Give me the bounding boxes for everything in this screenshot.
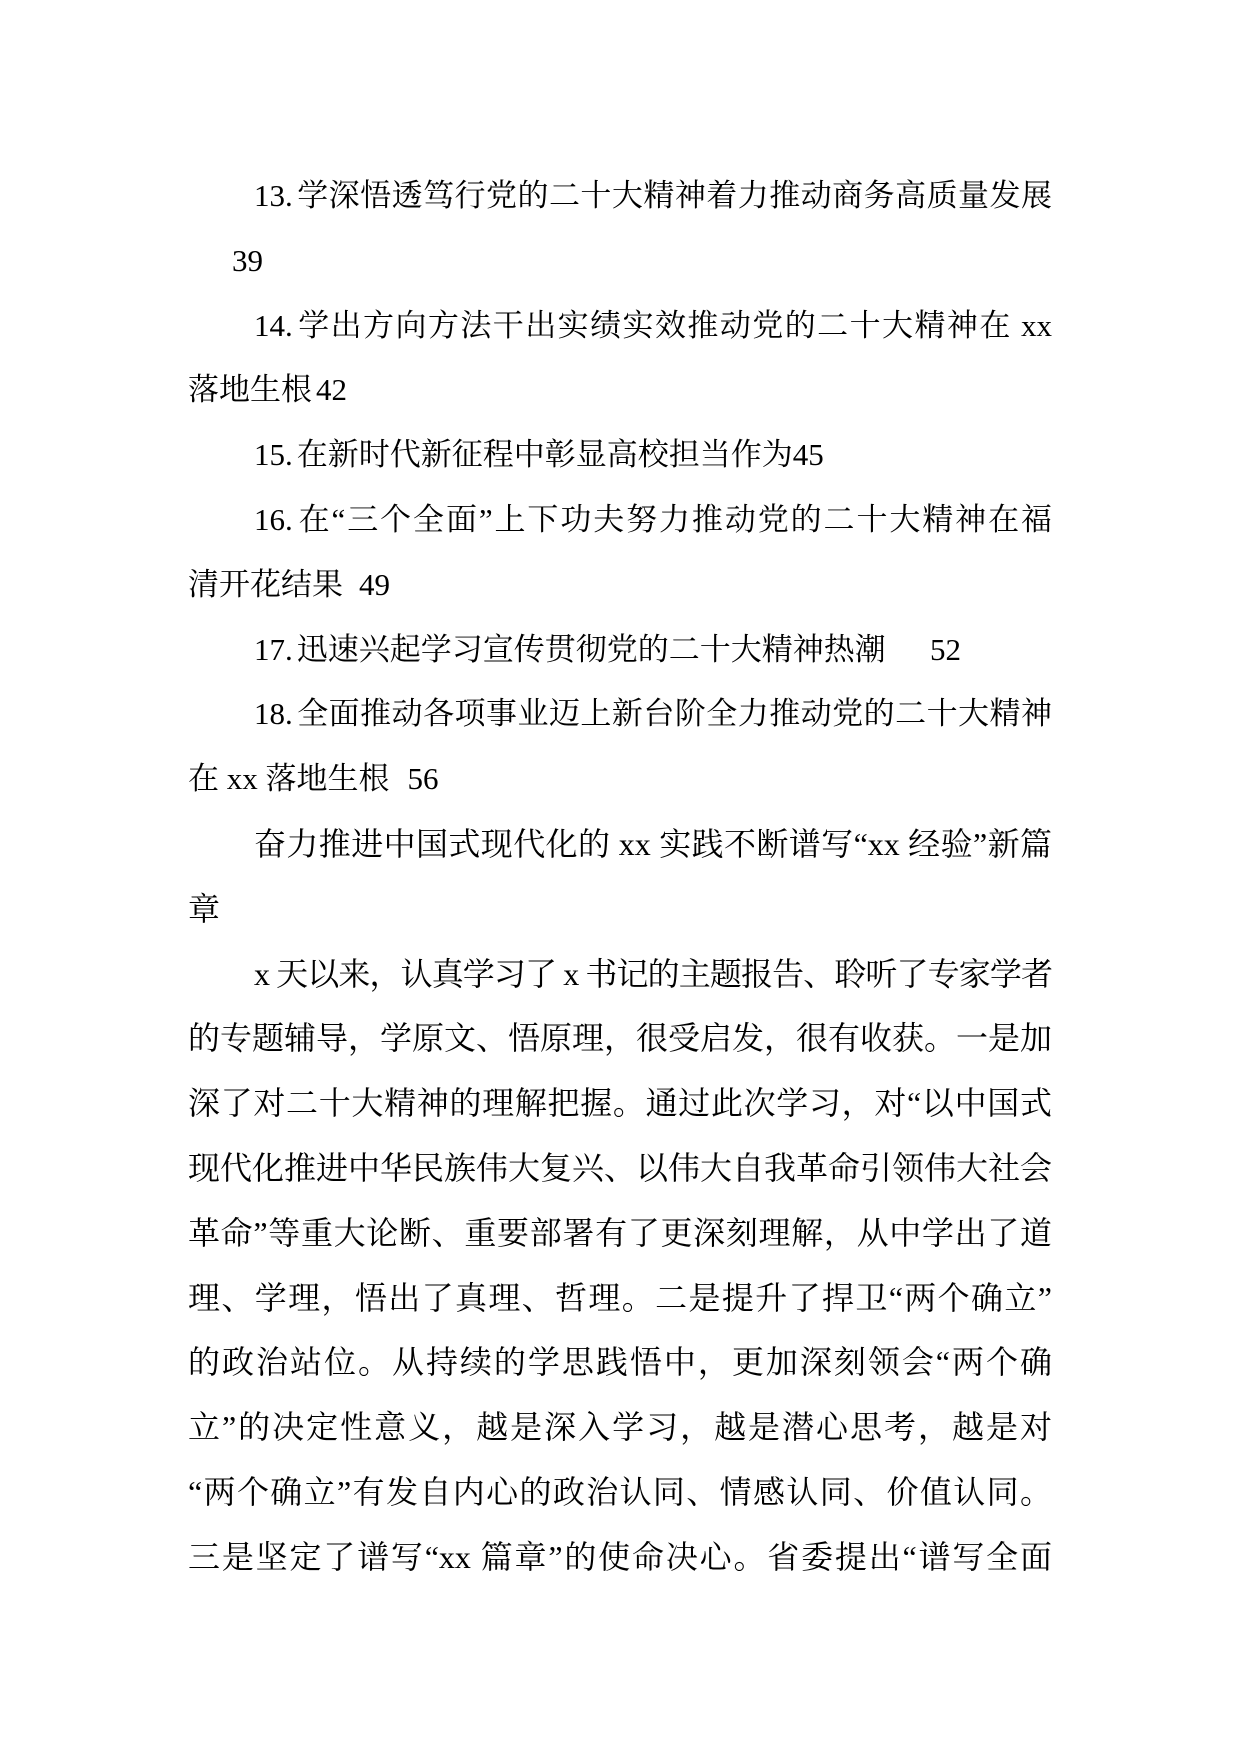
toc-line bbox=[188, 358, 1052, 423]
toc-page-number: 45 bbox=[792, 437, 824, 473]
toc-entry bbox=[188, 164, 1052, 294]
toc-page-number: 42 bbox=[316, 372, 347, 408]
toc-line bbox=[188, 423, 1052, 488]
toc-title: 学深悟透笃行党的二十大精神着力推动商务高质量发展 bbox=[296, 178, 1052, 213]
paragraph-line: 立”的决定性意义，越是深入学习，越是潜心思考，越是对 bbox=[188, 1409, 1052, 1446]
toc-title-continued: 在 xx 落地生根 bbox=[188, 761, 390, 797]
document-content bbox=[188, 164, 1052, 1590]
toc-entry bbox=[188, 488, 1052, 618]
toc-line bbox=[188, 229, 1052, 294]
toc-page-number: 56 bbox=[407, 761, 439, 797]
toc-line bbox=[188, 747, 1052, 812]
toc-number: 15. bbox=[254, 437, 293, 473]
toc-line bbox=[188, 682, 1052, 747]
toc-page-number: 39 bbox=[232, 242, 263, 278]
article-heading bbox=[188, 812, 1052, 942]
paragraph-line: x 天以来，认真学习了 x 书记的主题报告、聆听了专家学者 bbox=[254, 955, 1052, 992]
toc-entry bbox=[188, 682, 1052, 812]
toc-title: 迅速兴起学习宣传贯彻党的二十大精神热潮 bbox=[296, 631, 886, 667]
heading-line: 章 bbox=[188, 890, 221, 927]
toc-line bbox=[188, 553, 1052, 618]
toc-entry bbox=[188, 618, 1052, 683]
toc-title-continued: 清开花结果 bbox=[188, 566, 343, 602]
toc-number: 18. bbox=[254, 696, 293, 732]
toc-entry bbox=[188, 294, 1052, 424]
toc-page-number: 49 bbox=[359, 566, 390, 602]
paragraph-line: “两个确立”有发自内心的政治认同、情感认同、价值认同。 bbox=[188, 1473, 1052, 1510]
toc-number: 17. bbox=[254, 631, 293, 667]
toc-line bbox=[188, 618, 1052, 683]
toc-line bbox=[188, 164, 1052, 229]
heading-line: 奋力推进中国式现代化的 xx 实践不断谱写“xx 经验”新篇 bbox=[254, 825, 1052, 862]
article-paragraph bbox=[188, 942, 1052, 1590]
toc-line bbox=[188, 294, 1052, 359]
toc-title: 学出方向方法干出实绩实效推动党的二十大精神在 xx bbox=[296, 307, 1052, 343]
toc-number: 14. bbox=[254, 307, 293, 343]
toc-entry bbox=[188, 423, 1052, 488]
toc-number: 13. bbox=[254, 178, 293, 213]
toc-title: 全面推动各项事业迈上新台阶全力推动党的二十大精神 bbox=[296, 696, 1052, 732]
paragraph-line: 的专题辅导，学原文、悟原理，很受启发，很有收获。一是加 bbox=[188, 1020, 1053, 1057]
toc-title: 在新时代新征程中彰显高校担当作为 bbox=[296, 437, 793, 473]
paragraph-line: 理、学理，悟出了真理、哲理。二是提升了捍卫“两个确立” bbox=[188, 1279, 1052, 1316]
paragraph-line: 现代化推进中华民族伟大复兴、以伟大自我革命引领伟大社会 bbox=[188, 1149, 1053, 1186]
paragraph-line: 革命”等重大论断、重要部署有了更深刻理解，从中学出了道 bbox=[188, 1214, 1052, 1251]
toc-line bbox=[188, 488, 1052, 553]
paragraph-line: 深了对二十大精神的理解把握。通过此次学习，对“以中国式 bbox=[188, 1085, 1052, 1122]
toc-page-number: 52 bbox=[930, 631, 961, 667]
toc-title-continued: 落地生根 bbox=[188, 372, 312, 408]
paragraph-line: 的政治站位。从持续的学思践悟中，更加深刻领会“两个确 bbox=[188, 1344, 1052, 1381]
toc-number: 16. bbox=[254, 501, 293, 537]
paragraph-line: 三是坚定了谱写“xx 篇章”的使命决心。省委提出“谱写全面 bbox=[188, 1538, 1052, 1575]
toc-title: 在“三个全面”上下功夫努力推动党的二十大精神在福 bbox=[296, 501, 1052, 537]
